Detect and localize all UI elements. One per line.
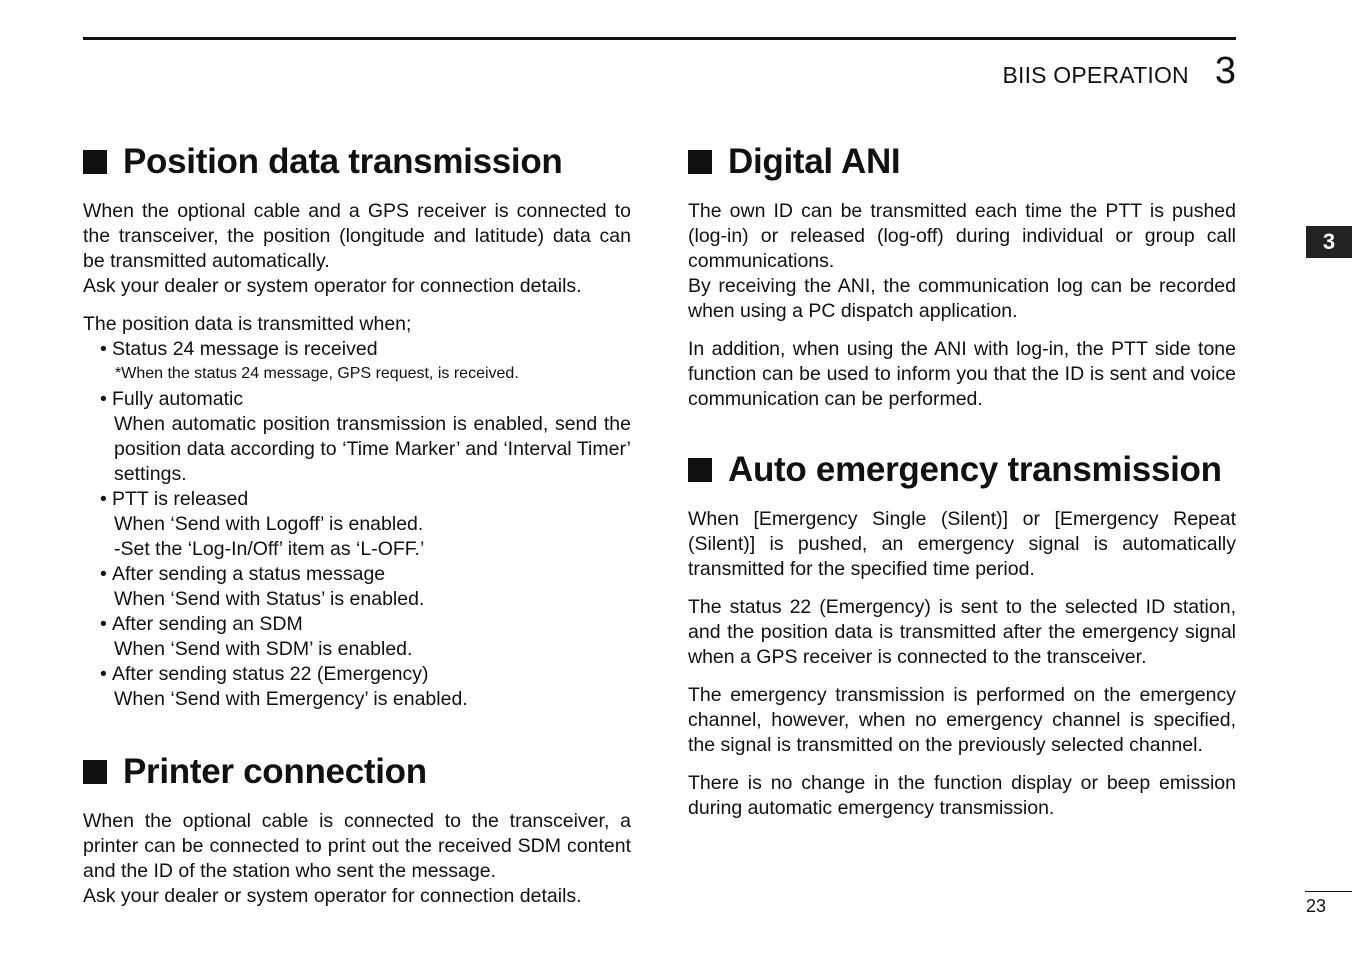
list-item: • Status 24 message is received *When the status 24 message, GPS request, is received. bbox=[83, 337, 631, 385]
list-item-label: Fully automatic bbox=[112, 388, 244, 410]
heading-text: Position data transmission bbox=[123, 142, 563, 181]
paragraph: The status 22 (Emergency) is sent to the selected ID station, and the position data is transmitted after the emergency signal when a GPS receiver is connected to the transceiver. bbox=[688, 596, 1236, 668]
square-bullet-icon bbox=[688, 150, 712, 174]
list-item-label: Status 24 message is received bbox=[112, 338, 378, 360]
list-item-label: After sending status 22 (Emergency) bbox=[112, 663, 429, 685]
paragraph: When [Emergency Single (Silent)] or [Emergency Repeat (Silent)] is pushed, an emergency signal is automatically transmitted for the specified time period. bbox=[688, 508, 1236, 580]
heading-text: Printer connection bbox=[123, 752, 427, 791]
footer-rule bbox=[1305, 891, 1352, 892]
paragraph: When the optional cable is connected to the transceiver, a printer can be connected to print out the received SDM content and the ID of the station who sent the message. bbox=[83, 810, 631, 882]
paragraph: When the optional cable and a GPS receiver is connected to the transceiver, the position (longitude and latitude) data can be transmitted automatically. bbox=[83, 200, 631, 272]
paragraph: The own ID can be transmitted each time the PTT is pushed (log-in) or released (log-off) during individual or group call communications. bbox=[688, 200, 1236, 272]
heading-text: Digital ANI bbox=[728, 142, 901, 181]
paragraph: There is no change in the function display or beep emission during automatic emergency transmission. bbox=[688, 772, 1236, 819]
list-item-label: After sending an SDM bbox=[112, 613, 303, 635]
position-heading bbox=[83, 140, 631, 184]
list-item-detail: When ‘Send with Status’ is enabled. bbox=[114, 588, 425, 610]
list-item-label: After sending a status message bbox=[112, 563, 386, 585]
list-item-detail: When ‘Send with Emergency’ is enabled. bbox=[114, 688, 468, 710]
emergency-heading bbox=[688, 448, 1236, 492]
square-bullet-icon bbox=[688, 458, 712, 482]
paragraph: By receiving the ANI, the communication log can be recorded when using a PC dispatch application. bbox=[688, 275, 1236, 322]
ani-heading bbox=[688, 140, 1236, 184]
paragraph: Ask your dealer or system operator for connection details. bbox=[83, 275, 582, 297]
list-item-detail: When ‘Send with Logoff’ is enabled. bbox=[114, 513, 424, 535]
list-item: • After sending an SDM When ‘Send with SDM’ is enabled. bbox=[83, 612, 631, 662]
page-number: 23 bbox=[1306, 896, 1327, 916]
paragraph: The emergency transmission is performed on the emergency channel, however, when no emergency channel is specified, the signal is transmitted on the previously selected channel. bbox=[688, 684, 1236, 756]
printer-heading bbox=[83, 750, 631, 794]
trigger-list bbox=[83, 337, 631, 712]
list-item-subpoint: -Set the ‘Log-In/Off’ item as ‘L-OFF.’ bbox=[114, 538, 425, 560]
running-head bbox=[1002, 50, 1236, 93]
left-column bbox=[83, 140, 631, 909]
section-number: 3 bbox=[1214, 50, 1236, 92]
section-title: BIIS OPERATION bbox=[1002, 62, 1189, 88]
right-column bbox=[688, 140, 1236, 821]
square-bullet-icon bbox=[83, 150, 107, 174]
list-item-label: PTT is released bbox=[112, 488, 249, 510]
square-bullet-icon bbox=[83, 760, 107, 784]
section-tab: 3 bbox=[1306, 226, 1352, 258]
paragraph: The position data is transmitted when; bbox=[83, 313, 412, 335]
paragraph: Ask your dealer or system operator for connection details. bbox=[83, 885, 582, 907]
list-item: • Fully automatic When automatic position transmission is enabled, send the position data according to ‘Time Marker’ and ‘Interval Timer’ settings. bbox=[100, 388, 631, 485]
paragraph: In addition, when using the ANI with log-in, the PTT side tone function can be used to inform you that the ID is sent and voice communication can be performed. bbox=[688, 338, 1236, 410]
footnote: *When the status 24 message, GPS request, is received. bbox=[115, 365, 519, 382]
list-item: • After sending status 22 (Emergency) When ‘Send with Emergency’ is enabled. bbox=[83, 662, 631, 712]
list-item-detail: When automatic position transmission is enabled, send the position data according to ‘Time Marker’ and ‘Interval Timer’ settings. bbox=[114, 413, 631, 485]
header-rule bbox=[83, 37, 1236, 40]
heading-text: Auto emergency transmission bbox=[728, 450, 1222, 489]
list-item-detail: When ‘Send with SDM’ is enabled. bbox=[114, 638, 413, 660]
list-item: • After sending a status message When ‘Send with Status’ is enabled. bbox=[83, 562, 631, 612]
list-item: • PTT is released When ‘Send with Logoff’ is enabled. -Set the ‘Log-In/Off’ item as ‘L-OFF.’ bbox=[83, 487, 631, 562]
